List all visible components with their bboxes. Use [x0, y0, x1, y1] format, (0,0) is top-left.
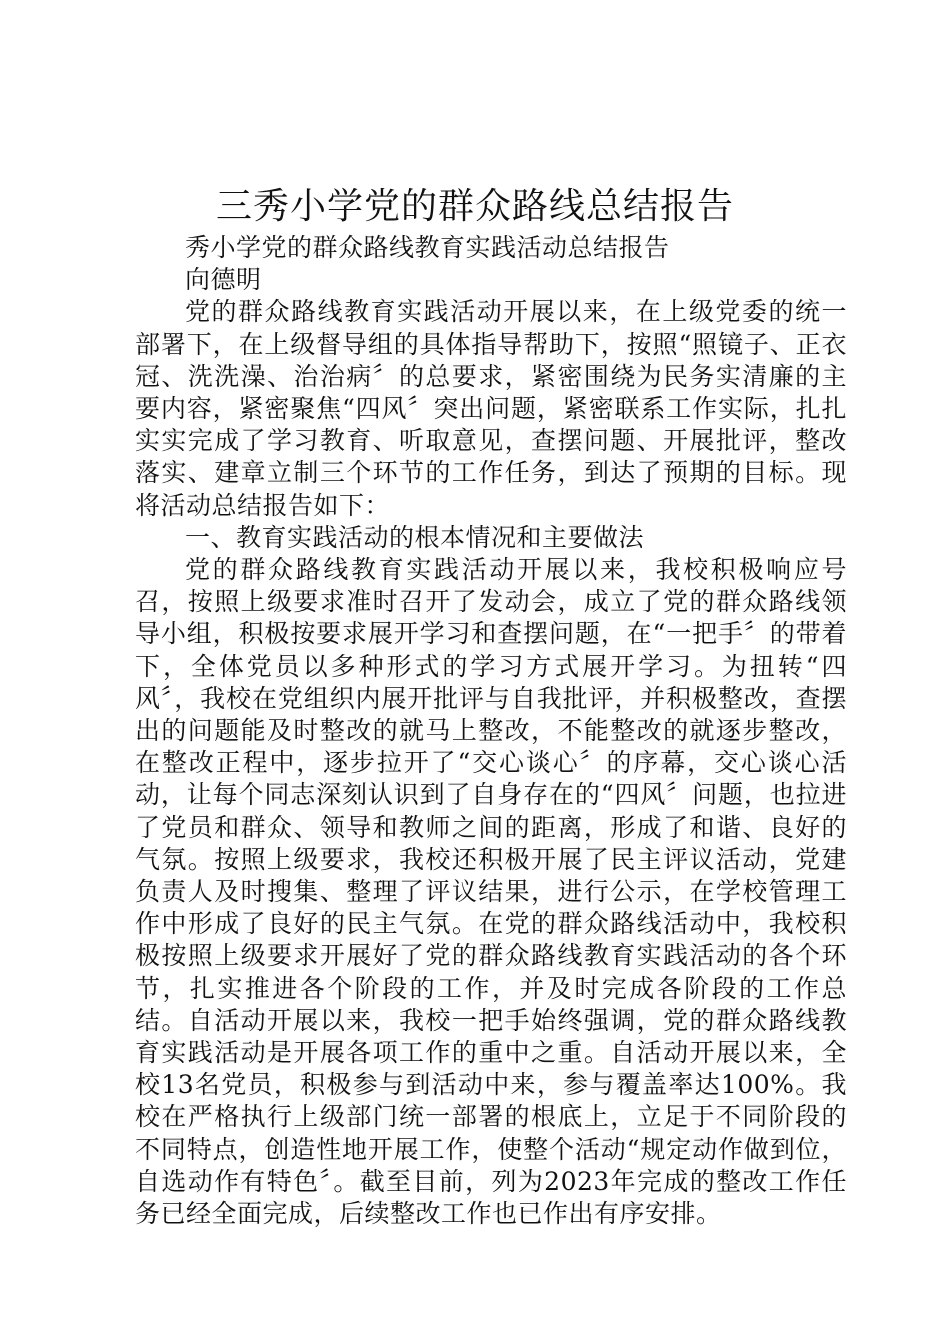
- intro-paragraph: 党的群众路线教育实践活动开展以来，在上级党委的统一部署下，在上级督导组的具体指导帮助下，按照“照镜子、正衣冠、洗洗澡、治治病〞的总要求，紧密围绕为民务实清廉的主要内容，紧密聚焦“四风〞突出问题，紧密联系工作实际，扎扎实实完成了学习教育、听取意见，查摆问题、开展批评，整改落实、建章立制三个环节的工作任务，到达了预期的目标。现将活动总结报告如下：: [135, 297, 847, 520]
- author-line: 向德明: [185, 265, 262, 295]
- subtitle-line: 秀小学党的群众路线教育实践活动总结报告: [185, 233, 670, 262]
- document-body: [135, 232, 847, 1230]
- section-paragraph: 党的群众路线教育实践活动开展以来，我校积极响应号召，按照上级要求准时召开了发动会，成立了党的群众路线领导小组，积极按要求展开学习和查摆问题，在“一把手〞的带着下，全体党员以多种形式的学习方式展开学习。为扭转“四风〞，我校在党组织内展开批评与自我批评，并积极整改，查摆出的问题能及时整改的就马上整改，不能整改的就逐步整改，在整改正程中，逐步拉开了“交心谈心〞的序幕，交心谈心活动，让每个同志深刻认识到了自身存在的“四风〞问题，也拉进了党员和群众、领导和教师之间的距离，形成了和谐、良好的气氛。按照上级要求，我校还积极开展了民主评议活动，党建负责人及时搜集、整理了评议结果，进行公示，在学校管理工作中形成了良好的民主气氛。在党的群众路线活动中，我校积极按照上级要求开展好了党的群众路线教育实践活动的各个环节，扎实推进各个阶段的工作，并及时完成各阶段的工作总结。自活动开展以来，我校一把手始终强调，党的群众路线教育实践活动是开展各项工作的重中之重。自活动开展以来，全校13名党员，积极参与到活动中来，参与覆盖率达100%。我校在严格执行上级部门统一部署的根底上，立足于不同阶段的不同特点，创造性地开展工作，使整个活动“规定动作做到位，自选动作有特色〞。截至目前，列为2023年完成的整改工作任务已经全面完成，后续整改工作也已作出有序安排。: [135, 555, 847, 1229]
- document-title: 三秀小学党的群众路线总结报告: [215, 186, 734, 227]
- section-heading: 一、教育实践活动的根本情况和主要做法: [185, 522, 645, 552]
